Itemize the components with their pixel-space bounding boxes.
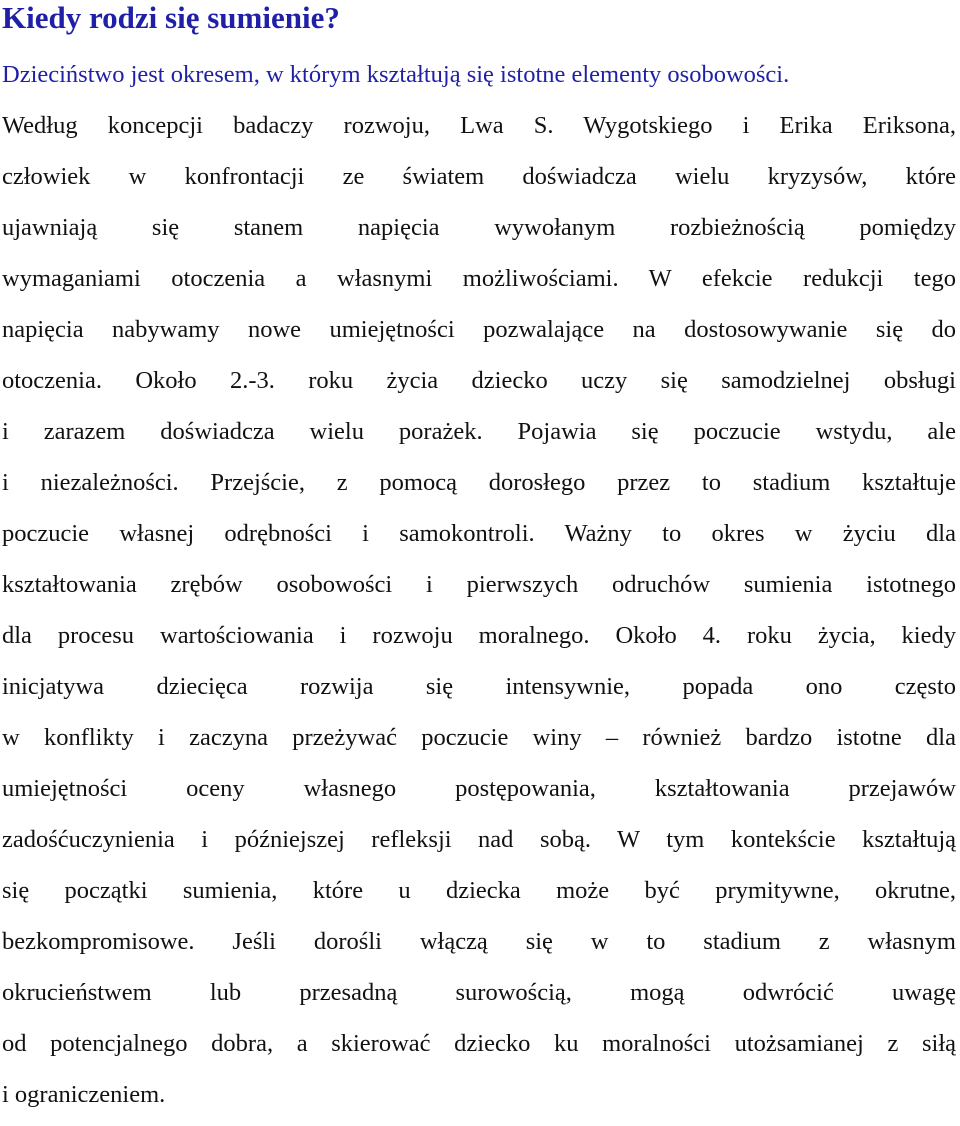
text-line: człowiek w konfrontacji ze światem doświadcza wielu kryzysów, które xyxy=(2,163,956,190)
text-line: poczucie własnej odrębności i samokontroli. Ważny to okres w życiu dla xyxy=(2,520,956,547)
body-text xyxy=(2,55,956,1126)
page-title: Kiedy rodzi się sumienie? xyxy=(2,0,340,35)
text-line: od potencjalnego dobra, a skierować dziecko ku moralności utożsamianej z siłą xyxy=(2,1030,956,1057)
text-line: i zarazem doświadcza wielu porażek. Pojawia się poczucie wstydu, ale xyxy=(2,418,956,445)
text-line: ujawniają się stanem napięcia wywołanym rozbieżnością pomiędzy xyxy=(2,214,956,241)
text-line: się początki sumienia, które u dziecka może być prymitywne, okrutne, xyxy=(2,877,956,904)
text-line: bezkompromisowe. Jeśli dorośli włączą się w to stadium z własnym xyxy=(2,928,956,955)
text-line: otoczenia. Około 2.-3. roku życia dziecko uczy się samodzielnej obsługi xyxy=(2,367,956,394)
text-line: i ograniczeniem. xyxy=(2,1081,166,1108)
text-line: okrucieństwem lub przesadną surowością, mogą odwrócić uwagę xyxy=(2,979,956,1006)
text-line: zadośćuczynienia i późniejszej refleksji nad sobą. W tym kontekście kształtują xyxy=(2,826,956,853)
text-line: i niezależności. Przejście, z pomocą dorosłego przez to stadium kształtuje xyxy=(2,469,956,496)
text-line: Według koncepcji badaczy rozwoju, Lwa S. Wygotskiego i Erika Eriksona, xyxy=(2,112,956,139)
text-line: inicjatywa dziecięca rozwija się intensywnie, popada ono często xyxy=(2,673,956,700)
text-line: umiejętności oceny własnego postępowania, kształtowania przejawów xyxy=(2,775,956,802)
text-line: napięcia nabywamy nowe umiejętności pozwalające na dostosowywanie się do xyxy=(2,316,956,343)
text-line: w konflikty i zaczyna przeżywać poczucie winy – również bardzo istotne dla xyxy=(2,724,956,751)
text-line: dla procesu wartościowania i rozwoju moralnego. Około 4. roku życia, kiedy xyxy=(2,622,956,649)
text-line: wymaganiami otoczenia a własnymi możliwościami. W efekcie redukcji tego xyxy=(2,265,956,292)
text-line: kształtowania zrębów osobowości i pierwszych odruchów sumienia istotnego xyxy=(2,571,956,598)
text-line: Dzieciństwo jest okresem, w którym kształtują się istotne elementy osobowości. xyxy=(2,61,790,88)
